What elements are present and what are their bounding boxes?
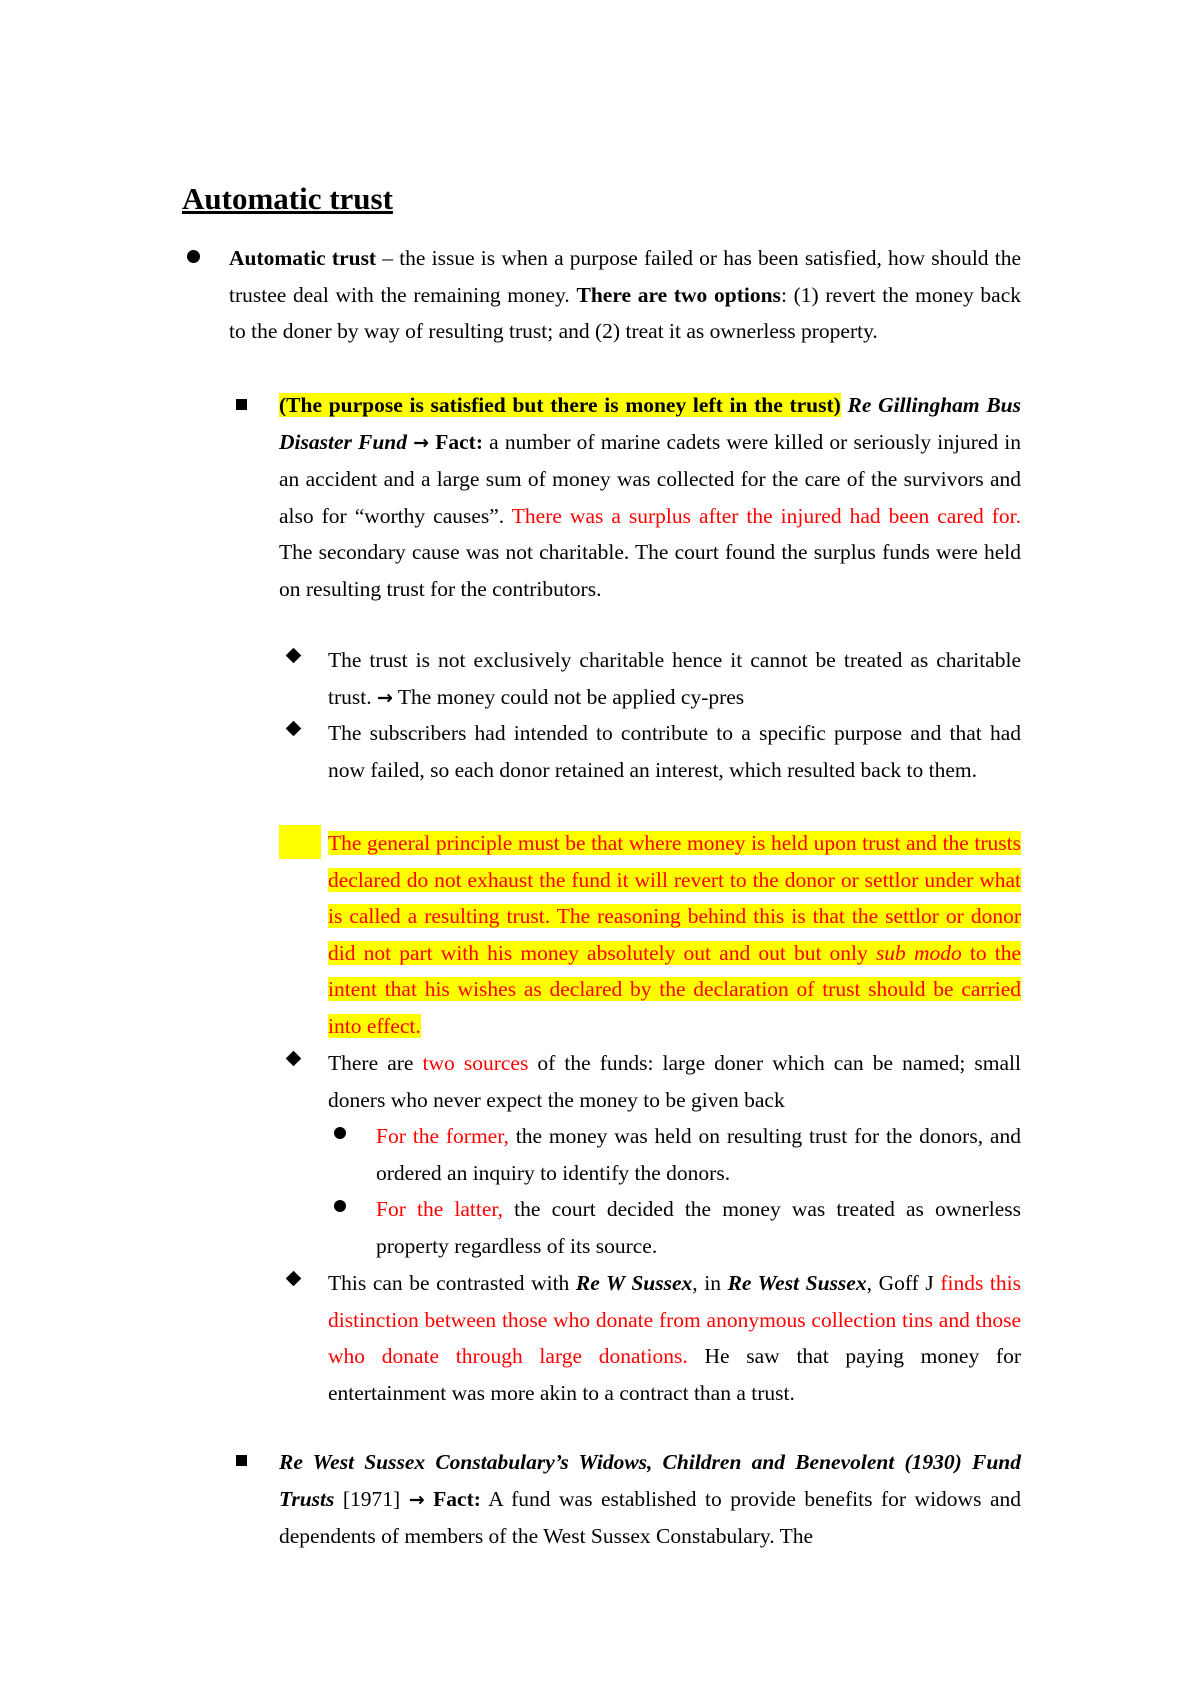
west-sussex-year: [1971] bbox=[334, 1486, 409, 1511]
point-3 bbox=[328, 825, 1021, 1045]
point-5-case-2: Re West Sussex bbox=[727, 1271, 867, 1295]
intro-lead: Automatic trust bbox=[229, 246, 377, 270]
point-5-text-a: This can be contrasted with bbox=[328, 1271, 576, 1295]
gillingham-red-text: There was a surplus after the injured had been cared for. bbox=[511, 503, 1021, 528]
point-4-text-b: of the funds: large doner which can be named; small doners who never expect the money to be given back bbox=[328, 1051, 1022, 1112]
point-3-text-b: to the intent that his wishes as declared by the declaration of trust should be carried into effect. bbox=[328, 940, 1022, 1038]
gillingham-case-name: Re Gillingham Bus Disaster Fund bbox=[279, 393, 1022, 454]
bullet-diamond-icon bbox=[286, 648, 302, 664]
sub-point-2 bbox=[376, 1191, 1021, 1264]
bullet-disc-icon bbox=[334, 1200, 346, 1212]
west-sussex-paragraph bbox=[279, 1444, 1021, 1555]
point-5-case-1: Re W Sussex bbox=[575, 1271, 693, 1295]
intro-text-1: – the issue is when a purpose failed or has been satisfied, how should the trustee deal with the remaining money. bbox=[229, 246, 1021, 307]
sub-2-red: For the latter, bbox=[376, 1197, 504, 1221]
bullet-square-icon bbox=[236, 399, 247, 410]
intro-text-2: : (1) revert the money back to the doner by way of resulting trust; and (2) treat it as ownerless property. bbox=[229, 282, 1021, 344]
gillingham-paragraph bbox=[279, 387, 1021, 608]
bullet-square-icon bbox=[236, 1455, 247, 1466]
point-5-text-c: , Goff J bbox=[866, 1271, 941, 1295]
point-1-after: The money could not be applied cy-pres bbox=[392, 684, 745, 709]
point-4 bbox=[328, 1045, 1021, 1118]
point-5-text-b: , in bbox=[692, 1271, 728, 1295]
point-2-text: The subscribers had intended to contribute to a specific purpose and that had now failed, so each donor retained an interest, which resulted back to them. bbox=[328, 721, 1021, 782]
point-4-text-a: There are bbox=[328, 1051, 423, 1075]
page-title: Automatic trust bbox=[182, 181, 393, 216]
point-5-red: finds this distinction between those who donate from anonymous collection tins and those who donate through large donations. bbox=[328, 1271, 1021, 1369]
bullet-diamond-icon bbox=[286, 1271, 302, 1287]
bullet-diamond-icon bbox=[286, 1051, 302, 1067]
west-sussex-fact-label: Fact: bbox=[433, 1486, 481, 1511]
west-sussex-text: A fund was established to provide benefits for widows and dependents of members of the West Sussex Constabulary. The bbox=[279, 1486, 1021, 1549]
point-3-italic: sub modo bbox=[875, 940, 962, 965]
arrow-right-icon: → bbox=[376, 686, 393, 709]
sub-1-red: For the former, bbox=[376, 1124, 509, 1148]
point-1-text: The trust is not exclusively charitable hence it cannot be treated as charitable trust. bbox=[328, 648, 1021, 709]
intro-paragraph bbox=[229, 240, 1021, 350]
west-sussex-case-name: Re West Sussex Constabulary’s Widows, Children and Benevolent (1930) Fund Trusts bbox=[279, 1450, 1021, 1511]
sub-2-text: the court decided the money was treated as ownerless property regardless of its source. bbox=[376, 1197, 1022, 1258]
point-5 bbox=[328, 1265, 1021, 1411]
point-3-text-a: The general principle must be that where money is held upon trust and the trusts declared do not exhaust the fund it will revert to the donor or settlor under what is called a resulting trust. The reasoning behind this is that the settlor or donor did not part with his money absolutely out and out but only bbox=[328, 831, 1021, 965]
bullet-diamond-icon bbox=[286, 721, 302, 737]
gillingham-fact-label: Fact: bbox=[435, 429, 483, 454]
bullet-disc-icon bbox=[187, 250, 200, 263]
arrow-right-icon: → bbox=[413, 431, 430, 454]
bullet-disc-icon bbox=[334, 1127, 346, 1139]
arrow-right-icon: → bbox=[408, 1488, 425, 1511]
point-5-text-d: He saw that paying money for entertainment was more akin to a contract than a trust. bbox=[328, 1344, 1021, 1405]
highlight-strip bbox=[279, 825, 321, 859]
gillingham-heading: (The purpose is satisfied but there is money left in the trust) bbox=[279, 393, 841, 417]
point-4-red: two sources bbox=[422, 1051, 529, 1075]
gillingham-text-1: a number of marine cadets were killed or seriously injured in an accident and a large sum of money was collected for the care of the survivors and also for “worthy causes”. bbox=[279, 429, 1022, 528]
sub-1-text: the money was held on resulting trust for the donors, and ordered an inquiry to identify the donors. bbox=[376, 1124, 1021, 1185]
gillingham-text-2: The secondary cause was not charitable. The court found the surplus funds were held on resulting trust for the contributors. bbox=[279, 540, 1021, 601]
point-1 bbox=[328, 642, 1021, 716]
point-2 bbox=[328, 715, 1021, 788]
intro-bold: There are two options bbox=[576, 282, 781, 307]
sub-point-1 bbox=[376, 1118, 1021, 1191]
